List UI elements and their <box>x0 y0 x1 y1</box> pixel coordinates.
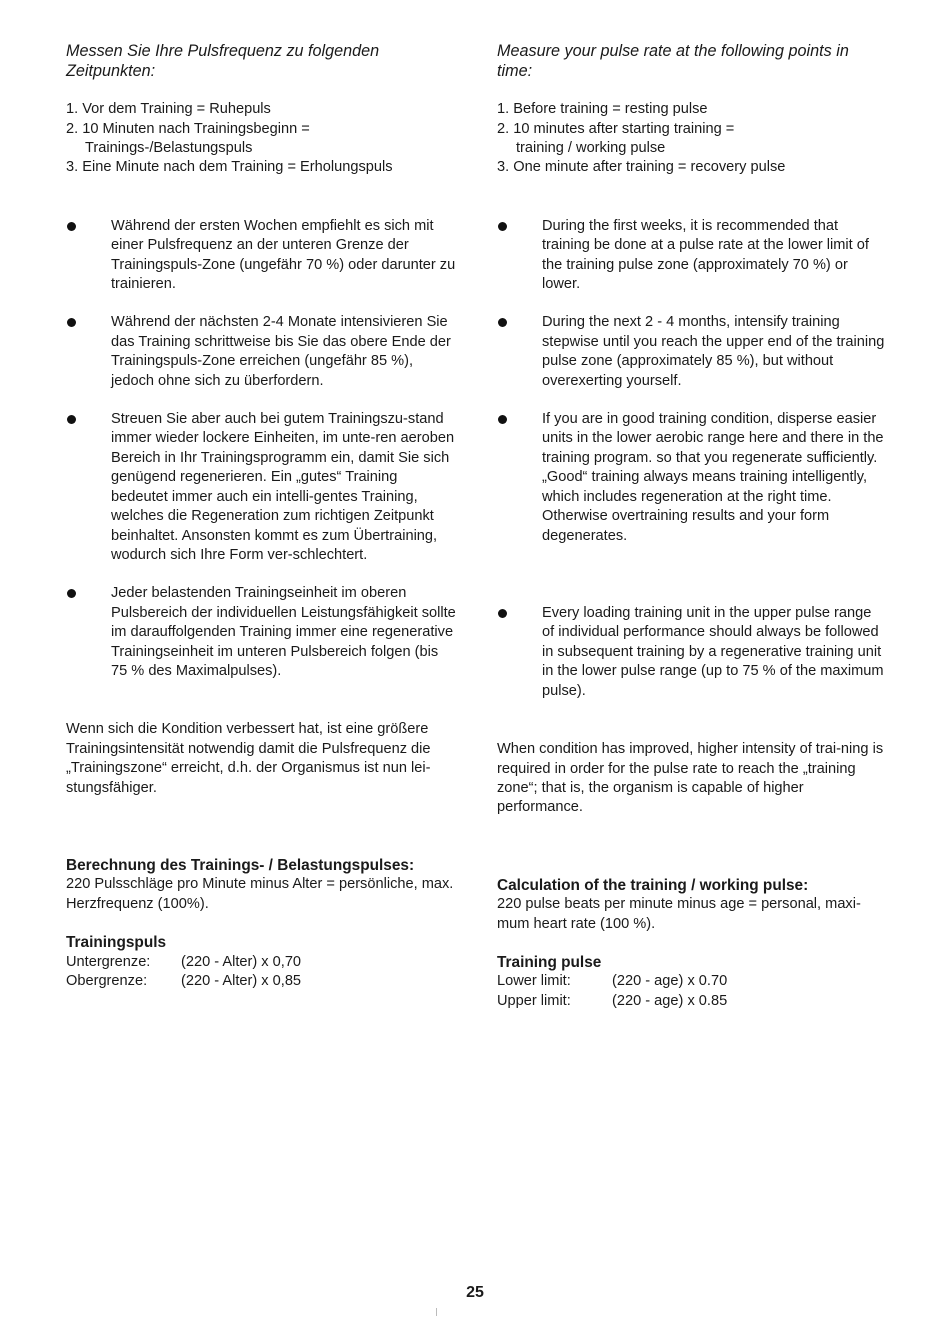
bullet-icon <box>67 318 76 327</box>
bullet-icon <box>498 318 507 327</box>
german-column <box>66 42 456 991</box>
recommendation-list <box>497 217 887 701</box>
list-item-text: During the first weeks, it is recommended that training be done at a pulse rate at the lower limit of the training pulse zone (approximately 70 %) or lower. <box>542 217 869 293</box>
page-number: 25 <box>466 1284 484 1301</box>
step-text-continuation: Trainings-/Belastungspuls <box>85 140 253 156</box>
divider <box>436 1308 437 1316</box>
list-item <box>66 217 456 295</box>
step-text: Vor dem Training = Ruhepuls <box>82 101 271 118</box>
step-number: 2. <box>497 120 510 137</box>
step-item <box>497 120 887 159</box>
calculation-text: 220 Pulsschläge pro Minute minus Alter = persönliche, max. Herzfrequenz (100%). <box>66 876 454 912</box>
calculation-heading: Calculation of the training / working pulse: <box>497 876 809 894</box>
training-pulse-heading: Training pulse <box>497 953 602 971</box>
list-item <box>66 584 456 681</box>
list-item <box>497 217 887 295</box>
limit-label: Untergrenze: <box>66 953 151 970</box>
intro-text: Measure your pulse rate at the following points in time: <box>497 42 849 80</box>
list-item <box>66 410 456 565</box>
list-item <box>497 604 887 701</box>
condition-paragraph: Wenn sich die Kondition verbessert hat, ist eine größere Trainingsintensität notwendig damit die Pulsfrequenz die „Trainingszone“ erreicht, d.h. der Organismus ist nun lei-stungsfähiger. <box>66 721 431 796</box>
step-text: 10 Minuten nach Trainingsbeginn = <box>82 120 310 137</box>
list-item-text: Während der nächsten 2-4 Monate intensivieren Sie das Training schrittweise bis Sie das obere Ende der Trainingspuls-Zone erreichen (ungefähr 85 %), jedoch ohne sich zu überfordern. <box>111 314 451 389</box>
step-number: 1. <box>497 101 510 118</box>
step-number: 1. <box>66 101 79 118</box>
list-item <box>497 313 887 391</box>
calculation-text: 220 pulse beats per minute minus age = personal, maxi-mum heart rate (100 %). <box>497 896 861 932</box>
list-item-text: Streuen Sie aber auch bei gutem Trainingszu-stand immer wieder lockere Einheiten, im unte-ren aeroben Bereich in Ihr Trainingsprogramm ein, damit Sie sich genügend regenerieren. Ein „gutes“ Training bedeutet immer auch ein intelli-gentes Training, welches die Regeneration zum richtigen Zeitpunkt beinhaltet. Ansonsten kommt es zum Übertraining, wodurch sich Ihre Form ver-schlechtert. <box>111 411 455 563</box>
limit-formula: (220 - age) x 0.70 <box>612 973 728 990</box>
english-column <box>497 42 887 1011</box>
lower-limit-row <box>497 972 887 991</box>
step-text-continuation: training / working pulse <box>516 140 666 156</box>
step-item <box>66 100 456 119</box>
upper-limit-row <box>497 992 887 1011</box>
recommendation-list <box>66 217 456 682</box>
intro-text: Messen Sie Ihre Pulsfrequenz zu folgenden Zeitpunkten: <box>66 42 380 80</box>
bullet-icon <box>67 415 76 424</box>
limit-label: Obergrenze: <box>66 973 148 989</box>
step-item <box>66 120 456 159</box>
training-pulse-heading: Trainingspuls <box>66 934 167 952</box>
list-item <box>497 410 887 585</box>
upper-limit-row <box>66 972 456 991</box>
limit-formula: (220 - Alter) x 0,70 <box>181 953 302 970</box>
bullet-icon <box>67 589 76 598</box>
bullet-icon <box>498 222 507 231</box>
step-text: 10 minutes after starting training = <box>513 120 735 137</box>
step-number: 3. <box>497 159 510 176</box>
step-item <box>497 100 887 119</box>
step-item <box>66 158 456 177</box>
limit-formula: (220 - age) x 0.85 <box>612 992 728 1009</box>
measurement-steps <box>66 100 456 178</box>
step-item <box>497 158 887 177</box>
step-text: Before training = resting pulse <box>513 101 708 118</box>
step-text: Eine Minute nach dem Training = Erholungspuls <box>82 159 393 176</box>
list-item-text: Every loading training unit in the upper pulse range of individual performance should always be followed in subsequent training by a regenerative training unit in the lower pulse range (up to 75 % of the maximum pulse). <box>542 605 884 699</box>
list-item-text: Jeder belastenden Trainingseinheit im oberen Pulsbereich der individuellen Leistungsfähigkeit sollte im darauffolgenden Training immer eine regenerative Trainingseinheit im unteren Pulsbereich folgen (bis 75 % des Maximalpulses). <box>111 585 456 679</box>
bullet-icon <box>498 609 507 618</box>
step-text: One minute after training = recovery pulse <box>513 159 786 176</box>
list-item <box>66 313 456 391</box>
step-number: 3. <box>66 159 79 176</box>
condition-paragraph: When condition has improved, higher intensity of trai-ning is required in order for the pulse rate to reach the „training zone“; that is, the organism is capable of higher performance. <box>497 741 884 816</box>
bullet-icon <box>67 222 76 231</box>
lower-limit-row <box>66 953 456 972</box>
list-item-text: Während der ersten Wochen empfiehlt es sich mit einer Pulsfrequenz an der unteren Grenze der Trainingspuls-Zone (ungefähr 70 %) oder darunter zu trainieren. <box>111 217 456 293</box>
list-item-text: During the next 2 - 4 months, intensify training stepwise until you reach the upper end of the training pulse zone (approximately 85 %), but without overexerting yourself. <box>542 314 885 389</box>
calculation-heading: Berechnung des Trainings- / Belastungspulses: <box>66 856 415 874</box>
limit-label: Upper limit: <box>497 992 571 1009</box>
limit-label: Lower limit: <box>497 973 571 990</box>
limit-formula: (220 - Alter) x 0,85 <box>181 973 302 989</box>
measurement-steps <box>497 100 887 178</box>
bullet-icon <box>498 415 507 424</box>
list-item-text: If you are in good training condition, disperse easier units in the lower aerobic range here and there in the training program. so that you regenerate sufficiently. „Good“ training always means training intelligently, which includes regeneration at the right time. Otherwise overtraining results and your form degenerates. <box>542 411 884 544</box>
step-number: 2. <box>66 120 79 137</box>
